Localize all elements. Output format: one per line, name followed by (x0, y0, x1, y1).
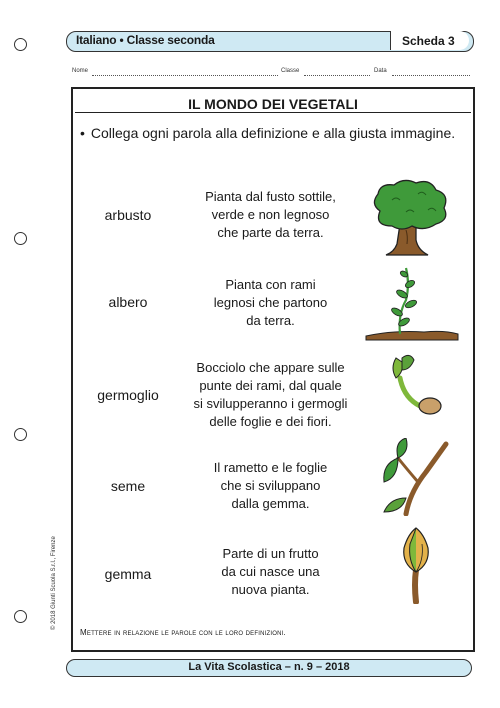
germinating-seed-icon (388, 350, 458, 418)
bullet-icon: • (80, 125, 85, 141)
binder-hole-2 (14, 232, 27, 245)
instruction (80, 124, 465, 143)
definition-line: che si sviluppano (220, 478, 321, 493)
binder-hole-1 (14, 38, 27, 51)
magazine-label: La Vita Scolastica – n. 9 – 2018 (188, 661, 350, 673)
definition-line: delle foglie e dei fiori. (209, 414, 332, 429)
definition-line: Pianta dal fusto sottile, (205, 189, 336, 204)
header-title: Italiano • Classe seconda (76, 33, 215, 47)
name-line (92, 75, 278, 76)
instruction-text: Collega ogni parola alla definizione e alla giusta immagine. (90, 125, 456, 141)
definition-line: legnosi che partono (213, 295, 328, 310)
word-albero: albero (108, 294, 148, 310)
definition-line: da terra. (246, 313, 295, 328)
name-label: Nome (72, 68, 89, 74)
definition-line: Parte di un frutto (222, 546, 319, 561)
worksheet-footer-note: Mettere in relazione le parole con le loro definizioni. (80, 628, 286, 637)
word-germoglio: germoglio (97, 387, 159, 403)
definition-line: si svilupperanno i germogli (193, 396, 348, 411)
definition-4 (183, 459, 358, 513)
definition-1 (183, 188, 358, 242)
binder-hole-3 (14, 428, 27, 441)
scheda-label: Scheda 3 (402, 34, 455, 48)
sprout-on-soil-icon (364, 264, 460, 342)
word-gemma: gemma (104, 566, 152, 582)
word-arbusto: arbusto (104, 207, 152, 223)
date-line (392, 75, 470, 76)
definition-line: da cui nasce una (221, 564, 320, 579)
definition-line: Il rametto e le foglie (213, 460, 328, 475)
definition-line: nuova pianta. (231, 582, 310, 597)
copyright-notice: © 2018 Giunti Scuola S.r.l., Firenze (51, 536, 57, 630)
class-label: Classe (281, 68, 300, 74)
worksheet-title: IL MONDO DEI VEGETALI (188, 96, 358, 112)
title-divider (75, 112, 471, 113)
definition-5 (183, 545, 358, 599)
definition-line: dalla gemma. (231, 496, 310, 511)
tree-icon (366, 178, 452, 258)
definition-2 (183, 276, 358, 330)
bud-icon (394, 524, 444, 604)
definition-3 (183, 359, 358, 431)
binder-hole-4 (14, 610, 27, 623)
class-line (304, 75, 370, 76)
date-label: Data (374, 68, 387, 74)
definition-line: Pianta con rami (225, 277, 316, 292)
definition-line: verde e non legnoso (211, 207, 330, 222)
branch-with-leaves-icon (376, 438, 456, 516)
definition-line: che parte da terra. (217, 225, 324, 240)
definition-line: punte dei rami, dal quale (199, 378, 342, 393)
definition-line: Bocciolo che appare sulle (196, 360, 345, 375)
word-seme: seme (110, 478, 146, 494)
